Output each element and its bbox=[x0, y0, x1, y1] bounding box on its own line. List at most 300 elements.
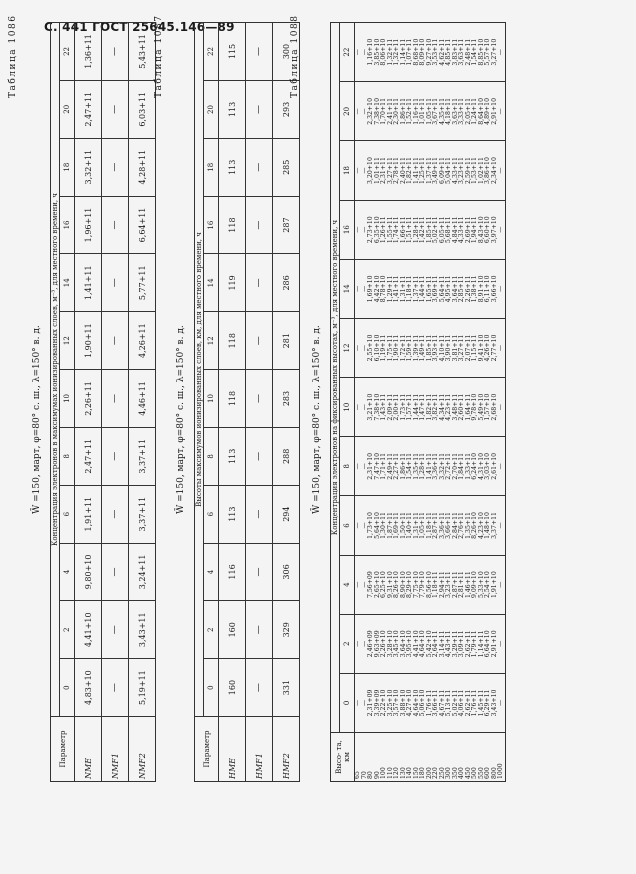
cell-value: — bbox=[354, 49, 361, 56]
cell-value: 3,95+10 bbox=[406, 630, 413, 658]
cell-value: 1,32+11 bbox=[386, 38, 394, 66]
cell-value: 4,23+10 bbox=[477, 512, 485, 539]
cell-value: — bbox=[354, 581, 361, 588]
cell-value: 3,63+11 bbox=[458, 38, 465, 66]
cell-value: 1,25+11 bbox=[419, 157, 426, 184]
cell-value: — bbox=[102, 601, 129, 659]
cell-value: 3,36+11 bbox=[432, 452, 439, 480]
cell-value: 118 bbox=[219, 312, 246, 370]
table-1088 bbox=[330, 22, 506, 782]
cell-value: 1,69+11 bbox=[393, 512, 400, 539]
cell-value: 1,48+10 bbox=[484, 512, 491, 539]
cell-value: 4,23+11 bbox=[445, 393, 452, 421]
cell-value: 1,73+11 bbox=[399, 393, 407, 421]
hour-header: 20 bbox=[204, 81, 219, 139]
cell-value: 1,90+11 bbox=[75, 312, 102, 370]
cell-value: 1,26+11 bbox=[380, 216, 387, 244]
table-1088-number: Таблица 1088 bbox=[290, 14, 300, 98]
cell-value: 3,66+10 bbox=[490, 275, 498, 303]
cell-value: — bbox=[354, 699, 361, 707]
height-value: 180 bbox=[419, 767, 426, 779]
cell-value: 4,34+11 bbox=[438, 393, 446, 421]
cell-value: — bbox=[246, 370, 273, 428]
cell-value: 3,23+11 bbox=[445, 571, 452, 599]
group-header: Концентрация электронов в максимумах ионизированных слоев, м⁻³, для местного времени, ч bbox=[51, 23, 60, 717]
cell-value: 2,72+11 bbox=[445, 452, 452, 480]
cell-value: 329 bbox=[273, 601, 300, 659]
cell-value: 1,57+10 bbox=[484, 393, 491, 421]
cell-value: 2,22+10 bbox=[380, 689, 387, 717]
cell-value: 1,91+11 bbox=[75, 485, 102, 543]
cell-value: 1,59+11 bbox=[406, 334, 413, 362]
cell-value: 2,60+11 bbox=[458, 393, 465, 421]
hour-header: 22 bbox=[204, 23, 219, 81]
cell-value: 7,79+10 bbox=[419, 571, 426, 599]
cell-value: 1,37+11 bbox=[425, 157, 433, 184]
cell-value: 331 bbox=[273, 659, 300, 717]
cell-value: 2,26+11 bbox=[464, 275, 472, 303]
cell-value: — bbox=[360, 463, 368, 470]
table-1087-caption: W̄ =150, март, φ=80° с. ш., λ=150° в. д. bbox=[176, 325, 186, 514]
hour-header: 4 bbox=[60, 543, 75, 601]
cell-value: 3,33+11 bbox=[458, 97, 465, 125]
cell-value: 2,68+10 bbox=[490, 393, 498, 421]
cell-value: — bbox=[246, 312, 273, 370]
cell-value: 2,91+10 bbox=[490, 97, 498, 125]
cell-value: — bbox=[102, 485, 129, 543]
cell-value: 4,41+10 bbox=[75, 601, 102, 659]
height-header: Высо- та, км bbox=[331, 733, 355, 782]
hour-header: 10 bbox=[340, 378, 355, 437]
cell-value: 4,31+10 bbox=[477, 452, 485, 480]
cell-value: 2,09+11 bbox=[386, 393, 394, 421]
cell-value: 3,14+11 bbox=[438, 630, 446, 658]
cell-value: — bbox=[246, 543, 273, 601]
cell-value: 1,33+11 bbox=[464, 452, 472, 480]
cell-value: 1,85+11 bbox=[425, 334, 433, 362]
cell-value: 1,86+11 bbox=[399, 452, 407, 480]
cell-value: 1,32+11 bbox=[393, 38, 400, 66]
height-value: 150 bbox=[412, 767, 420, 779]
cell-value: 285 bbox=[273, 138, 300, 196]
cell-value: 3,64+11 bbox=[451, 275, 459, 303]
cell-value: 3,28+10 bbox=[386, 630, 394, 658]
hour-header: 20 bbox=[60, 80, 75, 138]
cell-value: — bbox=[360, 522, 368, 529]
cell-value: 3,43+10 bbox=[490, 689, 498, 717]
cell-value: 8,90+10 bbox=[399, 571, 407, 599]
height-value: 140 bbox=[406, 767, 413, 779]
cell-value: 2,07+11 bbox=[464, 334, 472, 362]
hour-header: 14 bbox=[340, 259, 355, 318]
height-value: 350 bbox=[451, 767, 459, 779]
cell-value: 4,33+11 bbox=[451, 157, 459, 184]
cell-value: — bbox=[497, 226, 504, 233]
group-header: Высоты максимумов ионизированных слоев, км, для местного времени, ч bbox=[195, 23, 204, 717]
cell-value: 2,26+11 bbox=[75, 370, 102, 428]
cell-value: — bbox=[497, 344, 504, 352]
cell-value: 2,31+09 bbox=[367, 689, 374, 717]
cell-value: 4,18+11 bbox=[445, 97, 452, 125]
cell-value: 4,10+11 bbox=[438, 334, 446, 362]
cell-value: 1,44+11 bbox=[419, 275, 426, 303]
cell-value: 8,64+10 bbox=[477, 97, 485, 125]
cell-value: 4,95+11 bbox=[445, 275, 452, 303]
hour-header: 18 bbox=[340, 141, 355, 200]
cell-value: — bbox=[246, 196, 273, 254]
group-header: Концентрация электронов на фиксированных высотах, м⁻³, для местного времени, ч bbox=[331, 23, 340, 733]
value-column bbox=[355, 141, 506, 200]
value-column bbox=[355, 437, 506, 496]
height-value: 220 bbox=[432, 767, 439, 779]
cell-value: 3,57+10 bbox=[393, 689, 400, 717]
cell-value: 1,82+11 bbox=[425, 393, 433, 421]
cell-value: 4,33+11 bbox=[458, 216, 465, 244]
cell-value: — bbox=[497, 581, 504, 588]
cell-value: — bbox=[360, 285, 368, 292]
cell-value: — bbox=[360, 108, 368, 115]
param-header: Параметр bbox=[51, 717, 75, 782]
hour-header: 22 bbox=[60, 23, 75, 81]
cell-value: 4,84+11 bbox=[451, 216, 459, 244]
cell-value: 1,49+11 bbox=[419, 334, 426, 362]
value-column bbox=[355, 496, 506, 555]
table-row bbox=[75, 23, 102, 782]
cell-value: — bbox=[354, 167, 361, 174]
cell-value: 9,41+10 bbox=[477, 334, 485, 362]
height-value: 90 bbox=[373, 771, 381, 779]
cell-value: 283 bbox=[273, 370, 300, 428]
hour-header: 16 bbox=[60, 196, 75, 254]
table-1087-number: Таблица 1087 bbox=[154, 14, 164, 98]
cell-value: 2,48+11 bbox=[464, 38, 472, 66]
cell-value: 6,24+10 bbox=[471, 452, 478, 480]
cell-value: — bbox=[246, 81, 273, 139]
value-column bbox=[355, 318, 506, 377]
cell-value: 4,42+10 bbox=[373, 275, 381, 303]
cell-value: 2,64+11 bbox=[432, 630, 439, 658]
cell-value: — bbox=[497, 49, 504, 56]
height-value: 800 bbox=[490, 767, 498, 779]
hour-header: 2 bbox=[340, 614, 355, 673]
cell-value: — bbox=[497, 522, 504, 529]
cell-value: 1,54+11 bbox=[406, 452, 413, 480]
cell-value: 5,43+11 bbox=[129, 23, 156, 81]
height-value: 400 bbox=[458, 767, 465, 779]
cell-value: 2,87+11 bbox=[432, 512, 439, 539]
cell-value: 6,10+10 bbox=[373, 334, 381, 362]
cell-value: 6,35+10 bbox=[373, 216, 381, 244]
height-value: 120 bbox=[393, 767, 400, 779]
table-1086 bbox=[50, 22, 156, 782]
hour-header: 14 bbox=[60, 254, 75, 312]
table-row bbox=[246, 23, 273, 782]
cell-value: — bbox=[246, 138, 273, 196]
cell-value: 8,26+10 bbox=[471, 512, 478, 539]
cell-value: 1,65+11 bbox=[425, 275, 433, 303]
cell-value: — bbox=[102, 80, 129, 138]
hour-header: 2 bbox=[60, 601, 75, 659]
page-header: С. 441 ГОСТ 25645.146—89 bbox=[44, 20, 235, 34]
cell-value: 3,82+11 bbox=[432, 393, 439, 421]
cell-value: 1,45+11 bbox=[477, 689, 485, 717]
cell-value: 160 bbox=[219, 659, 246, 717]
cell-value: 1,55+11 bbox=[386, 216, 394, 244]
cell-value: 293 bbox=[273, 81, 300, 139]
cell-value: 1,18+11 bbox=[406, 275, 413, 303]
cell-value: 8,56+10 bbox=[425, 571, 433, 599]
cell-value: 1,29+11 bbox=[386, 275, 394, 303]
cell-value: 1,87+11 bbox=[386, 512, 394, 539]
cell-value: 1,96+11 bbox=[75, 196, 102, 254]
cell-value: — bbox=[102, 138, 129, 196]
cell-value: 1,35+11 bbox=[412, 452, 420, 480]
cell-value: 3,32+11 bbox=[438, 452, 446, 480]
cell-value: 8,91+10 bbox=[477, 275, 485, 303]
cell-value: — bbox=[360, 699, 368, 707]
cell-value: 2,34+10 bbox=[490, 157, 498, 184]
cell-value: 7,75+10 bbox=[412, 571, 420, 599]
cell-value: 8,29+10 bbox=[406, 571, 413, 599]
cell-value: — bbox=[102, 427, 129, 485]
cell-value: 5,64+11 bbox=[438, 275, 446, 303]
cell-value: 8,78+10 bbox=[380, 275, 387, 303]
cell-value: 1,71+11 bbox=[380, 452, 387, 480]
cell-value: 113 bbox=[219, 485, 246, 543]
cell-value: 1,64+11 bbox=[464, 393, 472, 421]
height-value: 300 bbox=[445, 767, 452, 779]
cell-value: 2,47+11 bbox=[75, 80, 102, 138]
cell-value: 1,52+11 bbox=[406, 97, 413, 125]
cell-value: 1,39+11 bbox=[412, 334, 420, 362]
cell-value: 9,78+10 bbox=[471, 393, 478, 421]
cell-value: — bbox=[354, 226, 361, 233]
cell-value: 294 bbox=[273, 485, 300, 543]
cell-value: — bbox=[102, 370, 129, 428]
cell-value: 3,93+11 bbox=[432, 334, 439, 362]
cell-value: 2,87+11 bbox=[451, 571, 459, 599]
cell-value: 5,19+11 bbox=[129, 659, 156, 717]
cell-value: 3,39+09 bbox=[373, 689, 381, 717]
hour-header: 20 bbox=[340, 82, 355, 141]
cell-value: 1,46+11 bbox=[464, 571, 472, 599]
value-column bbox=[355, 200, 506, 259]
cell-value: 300 bbox=[273, 23, 300, 81]
cell-value: 1,66+11 bbox=[399, 216, 407, 244]
cell-value: 1,37+11 bbox=[412, 275, 420, 303]
cell-value: 1,38+11 bbox=[471, 275, 478, 303]
cell-value: — bbox=[497, 699, 504, 707]
cell-value: 5,06+10 bbox=[419, 689, 426, 717]
cell-value: 3,43+11 bbox=[129, 601, 156, 659]
cell-value: 3,27+11 bbox=[386, 157, 394, 184]
table-row bbox=[273, 23, 300, 782]
cell-value: 5,64+10 bbox=[373, 512, 381, 539]
cell-value: 1,84+11 bbox=[458, 452, 465, 480]
row-label: NMF1 bbox=[102, 717, 129, 782]
cell-value: 118 bbox=[219, 196, 246, 254]
cell-value: 1,90+11 bbox=[393, 334, 400, 362]
hour-header: 16 bbox=[340, 200, 355, 259]
cell-value: 1,31+11 bbox=[412, 512, 420, 539]
cell-value: — bbox=[354, 404, 361, 411]
row-label: NMF2 bbox=[129, 717, 156, 782]
cell-value: 5,04+11 bbox=[445, 157, 452, 184]
cell-value: 3,69+11 bbox=[432, 275, 439, 303]
table-1087 bbox=[194, 22, 300, 782]
table-1086-caption: W̄ =150, март, φ=80° с. ш., λ=150° в. д. bbox=[32, 325, 42, 514]
cell-value: 3,53+11 bbox=[432, 38, 439, 66]
cell-value: 3,03+10 bbox=[484, 452, 491, 480]
cell-value: 2,62+11 bbox=[464, 689, 472, 717]
cell-value: 5,13+11 bbox=[445, 689, 452, 717]
cell-value: 4,67+11 bbox=[438, 689, 446, 717]
value-column bbox=[355, 23, 506, 82]
cell-value: 4,27+10 bbox=[406, 689, 413, 717]
cell-value: 1,76+11 bbox=[425, 689, 433, 717]
cell-value: — bbox=[354, 108, 361, 115]
hour-header: 10 bbox=[204, 370, 219, 428]
cell-value: 2,70+11 bbox=[451, 452, 459, 480]
cell-value: 7,47+10 bbox=[373, 452, 381, 480]
row-label: HMF2 bbox=[273, 717, 300, 782]
cell-value: 4,46+11 bbox=[129, 370, 156, 428]
cell-value: 3,49+11 bbox=[432, 157, 439, 184]
cell-value: 1,19+11 bbox=[380, 334, 387, 362]
cell-value: 4,64+10 bbox=[419, 630, 426, 658]
cell-value: 287 bbox=[273, 196, 300, 254]
cell-value: 4,41+10 bbox=[412, 630, 420, 658]
cell-value: 1,15+11 bbox=[471, 334, 478, 362]
cell-value: 8,26+10 bbox=[393, 571, 400, 599]
height-value: 1000 bbox=[497, 763, 504, 779]
cell-value: 1,44+11 bbox=[412, 393, 420, 421]
value-column bbox=[355, 673, 506, 732]
cell-value: — bbox=[360, 344, 368, 352]
cell-value: 9,80+10 bbox=[75, 543, 102, 601]
cell-value: — bbox=[354, 640, 361, 647]
hour-header: 0 bbox=[340, 673, 355, 732]
cell-value: — bbox=[246, 601, 273, 659]
height-value: 500 bbox=[471, 767, 478, 779]
height-value: 70 bbox=[360, 771, 368, 779]
param-header: Параметр bbox=[195, 717, 219, 782]
cell-value: 3,86+10 bbox=[484, 157, 491, 184]
cell-value: 2,84+11 bbox=[451, 512, 459, 539]
cell-value: — bbox=[102, 543, 129, 601]
cell-value: — bbox=[246, 485, 273, 543]
cell-value: 1,43+11 bbox=[380, 393, 387, 421]
cell-value: 1,28+11 bbox=[412, 216, 420, 244]
cell-value: 5,42+10 bbox=[425, 630, 433, 658]
cell-value: — bbox=[102, 196, 129, 254]
cell-value: 306 bbox=[273, 543, 300, 601]
cell-value: — bbox=[354, 522, 361, 529]
cell-value: 3,97+10 bbox=[490, 216, 498, 244]
cell-value: 1,16+11 bbox=[412, 97, 420, 125]
hour-header: 18 bbox=[60, 138, 75, 196]
cell-value: 8,06+10 bbox=[380, 38, 387, 66]
cell-value: 5,77+11 bbox=[129, 254, 156, 312]
cell-value: 2,73+10 bbox=[367, 216, 374, 244]
hour-header: 6 bbox=[60, 485, 75, 543]
cell-value: 4,26+10 bbox=[484, 334, 491, 362]
row-label: NME bbox=[75, 717, 102, 782]
table-1088-caption: W̄ =150, март, φ=80° с. ш., λ=150° в. д. bbox=[312, 325, 322, 514]
cell-value: — bbox=[497, 463, 504, 470]
cell-value: — bbox=[360, 226, 368, 233]
height-column bbox=[355, 733, 506, 782]
cell-value: 7,38+10 bbox=[373, 393, 381, 421]
cell-value: 7,38+10 bbox=[373, 97, 381, 125]
cell-value: — bbox=[102, 254, 129, 312]
cell-value: 2,30+11 bbox=[393, 97, 400, 125]
cell-value: 5,02+11 bbox=[432, 216, 439, 244]
value-column bbox=[355, 614, 506, 673]
cell-value: 6,25+10 bbox=[380, 571, 387, 599]
cell-value: 1,73+10 bbox=[367, 512, 374, 539]
cell-value: — bbox=[246, 659, 273, 717]
cell-value: 1,53+11 bbox=[471, 157, 478, 184]
cell-value: 7,56+09 bbox=[367, 571, 374, 599]
cell-value: 5,02+11 bbox=[451, 689, 459, 717]
cell-value: — bbox=[102, 659, 129, 717]
cell-value: 1,50+11 bbox=[399, 512, 407, 539]
cell-value: 3,63+11 bbox=[451, 97, 459, 125]
height-value: 450 bbox=[464, 767, 472, 779]
cell-value: 6,09+11 bbox=[438, 157, 446, 184]
cell-value: — bbox=[497, 404, 504, 411]
cell-value: 1,47+11 bbox=[419, 393, 426, 421]
cell-value: 6,05+11 bbox=[438, 216, 446, 244]
cell-value: 5,57+10 bbox=[484, 38, 491, 66]
cell-value: 9,27+10 bbox=[425, 38, 433, 66]
cell-value: 281 bbox=[273, 312, 300, 370]
cell-value: 6,64+11 bbox=[129, 196, 156, 254]
cell-value: 1,85+11 bbox=[425, 216, 433, 244]
hour-header: 6 bbox=[204, 485, 219, 543]
cell-value: 9,09+10 bbox=[471, 571, 478, 599]
height-value: 110 bbox=[386, 767, 394, 779]
cell-value: 1,05+11 bbox=[419, 512, 426, 539]
value-column bbox=[355, 259, 506, 318]
cell-value: — bbox=[354, 344, 361, 352]
hour-header: 4 bbox=[340, 555, 355, 614]
cell-value: 2,61+10 bbox=[490, 452, 498, 480]
cell-value: 3,36+11 bbox=[438, 512, 446, 539]
cell-value: 1,94+11 bbox=[471, 216, 478, 244]
cell-value: 1,18+11 bbox=[432, 571, 439, 599]
cell-value: 1,41+11 bbox=[75, 254, 102, 312]
cell-value: 6,11+10 bbox=[484, 275, 491, 303]
cell-value: 3,29+11 bbox=[451, 630, 459, 658]
cell-value: 9,63+09 bbox=[373, 630, 381, 658]
table-row bbox=[219, 23, 246, 782]
cell-value: 2,32+10 bbox=[367, 97, 374, 125]
hour-header: 8 bbox=[340, 437, 355, 496]
cell-value: 2,26+10 bbox=[380, 630, 387, 658]
cell-value: 3,37+11 bbox=[490, 512, 498, 539]
cell-value: 1,31+11 bbox=[399, 275, 407, 303]
cell-value: — bbox=[360, 581, 368, 588]
cell-value: 4,89+10 bbox=[484, 97, 491, 125]
cell-value: 1,01+11 bbox=[373, 157, 381, 184]
cell-value: 3,37+11 bbox=[129, 485, 156, 543]
cell-value: — bbox=[497, 640, 504, 647]
cell-value: 119 bbox=[219, 254, 246, 312]
cell-value: 3,64+10 bbox=[399, 630, 407, 658]
cell-value: 116 bbox=[219, 543, 246, 601]
